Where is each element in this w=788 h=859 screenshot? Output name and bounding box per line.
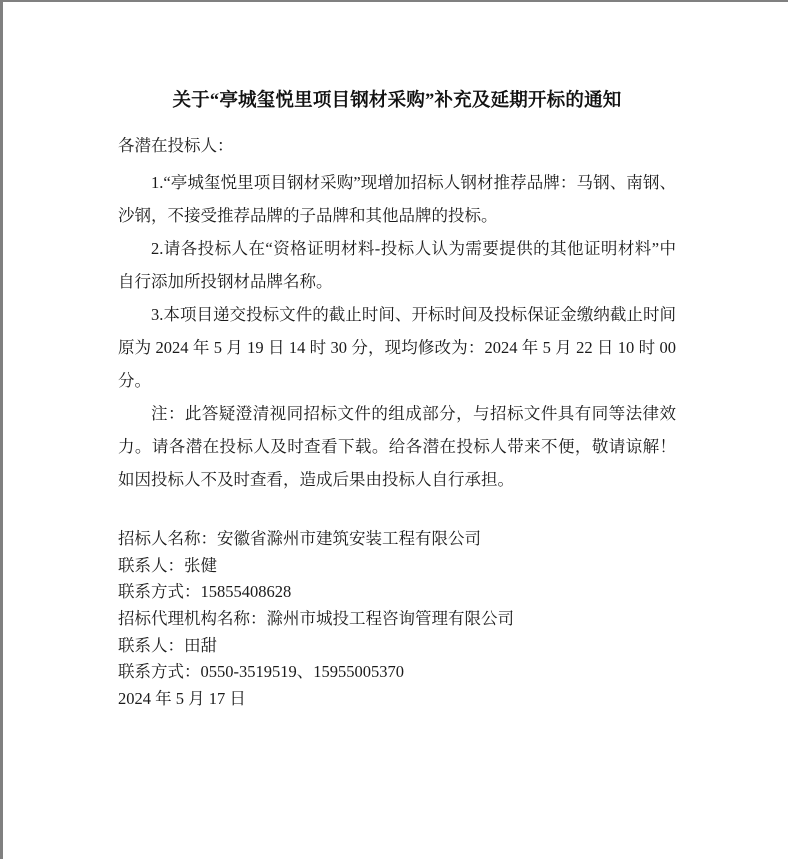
body-paragraph-3: 3.本项目递交投标文件的截止时间、开标时间及投标保证金缴纳截止时间原为 2024 年 5 月 19 日 14 时 30 分，现均修改为：2024 年 5 月 22 日 10 时 00 分。 — [118, 304, 676, 390]
tenderer-contact-person-line: 联系人：张健 — [118, 555, 217, 575]
contact-block — [118, 526, 676, 713]
agency-contact-person-line: 联系人：田甜 — [118, 635, 217, 655]
agency-phone-line: 联系方式：0550-3519519、15955005370 — [118, 662, 404, 682]
document-body — [3, 2, 788, 713]
salutation-line: 各潜在投标人： — [118, 135, 234, 155]
agency-name-line: 招标代理机构名称：滁州市城投工程咨询管理有限公司 — [118, 608, 514, 628]
body-paragraph-note: 注：此答疑澄清视同招标文件的组成部分，与招标文件具有同等法律效力。请各潜在投标人及时查看下载。给各潜在投标人带来不便，敬请谅解！如因投标人不及时查看，造成后果由投标人自行承担。 — [118, 403, 676, 489]
tenderer-name-line: 招标人名称：安徽省滁州市建筑安装工程有限公司 — [118, 528, 481, 548]
body-paragraph-1: 1.“亭城玺悦里项目钢材采购”现增加招标人钢材推荐品牌：马钢、南钢、沙钢，不接受推荐品牌的子品牌和其他品牌的投标。 — [118, 172, 676, 225]
document-date-line: 2024 年 5 月 17 日 — [118, 689, 246, 709]
body-paragraph-2: 2.请各投标人在“资格证明材料-投标人认为需要提供的其他证明材料”中自行添加所投钢材品牌名称。 — [118, 238, 676, 291]
tenderer-phone-line: 联系方式：15855408628 — [118, 582, 292, 602]
page-title: 关于“亭城玺悦里项目钢材采购”补充及延期开标的通知 — [172, 91, 622, 111]
